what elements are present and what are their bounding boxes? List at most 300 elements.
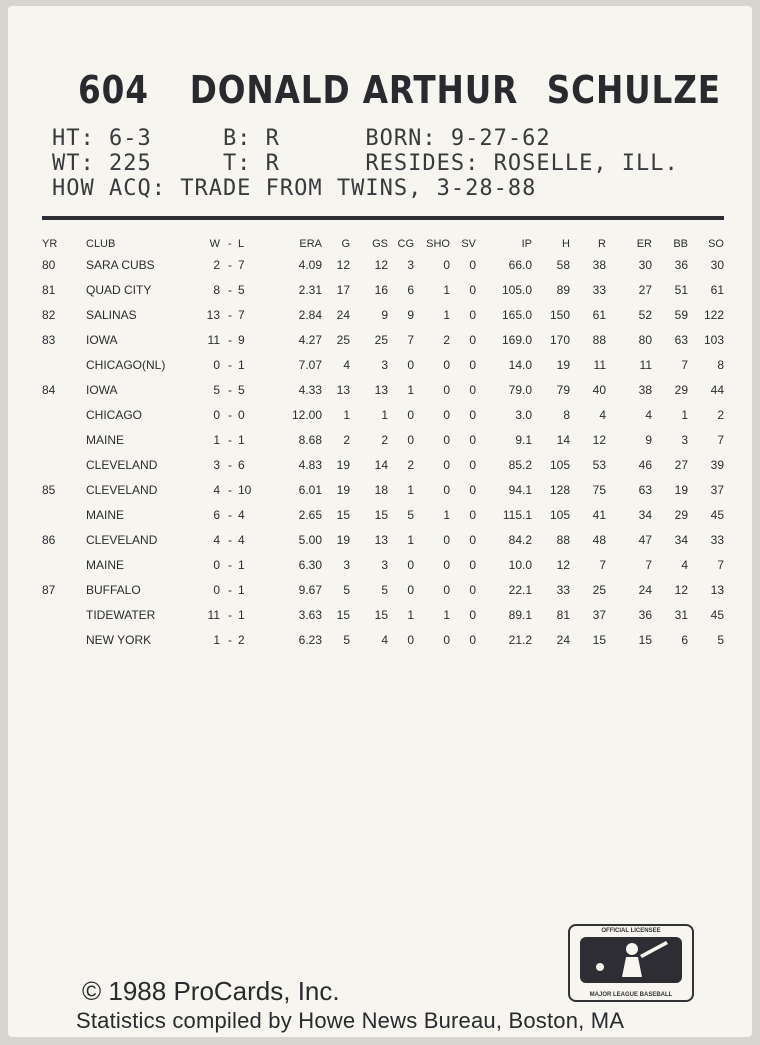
- cell-sho: 0: [443, 458, 450, 472]
- cell-ip: 84.2: [508, 533, 532, 547]
- cell-era: 4.33: [298, 383, 322, 397]
- cell-h: 105: [549, 508, 570, 522]
- cell-er: 4: [645, 408, 652, 422]
- cell-so: 122: [703, 308, 724, 322]
- table-row: [42, 608, 732, 633]
- table-row: [42, 583, 732, 608]
- cell-ip: 3.0: [515, 408, 532, 422]
- table-row: [42, 408, 732, 433]
- cell-r: 88: [592, 333, 606, 347]
- cell-r: 33: [592, 283, 606, 297]
- cell-sho: 0: [443, 558, 450, 572]
- cell-cg: 3: [407, 258, 414, 272]
- cell-w: 0: [213, 583, 220, 597]
- cell-g: 5: [343, 633, 350, 647]
- cell-era: 5.00: [298, 533, 322, 547]
- table-row: [42, 258, 732, 283]
- cell-bb: 63: [674, 333, 688, 347]
- cell-gs: 2: [381, 433, 388, 447]
- cell-era: 12.00: [291, 408, 322, 422]
- stats-credit-line: Statistics compiled by Howe News Bureau, Boston, MA: [76, 1008, 625, 1033]
- cell-sho: 0: [443, 358, 450, 372]
- cell-bb: 3: [681, 433, 688, 447]
- card-back: [8, 6, 752, 1037]
- cell-ip: 9.1: [515, 433, 532, 447]
- cell-gs: 3: [381, 358, 388, 372]
- cell-so: 103: [703, 333, 724, 347]
- cell-g: 15: [336, 608, 350, 622]
- cell-club: CLEVELAND: [86, 458, 158, 472]
- cell-w: 6: [213, 508, 220, 522]
- cell-l: 9: [238, 333, 245, 347]
- cell-era: 6.30: [298, 558, 322, 572]
- cell-sv: 0: [469, 283, 476, 297]
- cell-h: 128: [549, 483, 570, 497]
- cell-er: 63: [638, 483, 652, 497]
- cell-club: MAINE: [86, 508, 125, 522]
- cell-dash: -: [228, 408, 232, 422]
- cell-sho: 0: [443, 583, 450, 597]
- cell-era: 4.09: [298, 258, 322, 272]
- cell-club: NEW YORK: [86, 633, 152, 647]
- cell-er: 30: [638, 258, 652, 272]
- cell-w: 13: [206, 308, 220, 322]
- cell-sv: 0: [469, 583, 476, 597]
- cell-ip: 89.1: [508, 608, 532, 622]
- cell-cg: 1: [407, 483, 414, 497]
- cell-era: 2.84: [298, 308, 322, 322]
- stats-header-dash: -: [228, 238, 232, 250]
- cell-era: 9.67: [298, 583, 322, 597]
- cell-cg: 0: [407, 433, 414, 447]
- cell-club: SALINAS: [86, 308, 137, 322]
- cell-w: 2: [213, 258, 220, 272]
- table-row: [42, 458, 732, 483]
- cell-w: 0: [213, 558, 220, 572]
- cell-yr: 87: [42, 583, 56, 597]
- cell-h: 89: [556, 283, 570, 297]
- cell-ip: 105.0: [501, 283, 532, 297]
- cell-sv: 0: [469, 458, 476, 472]
- table-row: [42, 308, 732, 333]
- cell-cg: 0: [407, 633, 414, 647]
- table-row: [42, 383, 732, 408]
- stats-header-h: H: [562, 238, 570, 250]
- cell-bb: 7: [681, 358, 688, 372]
- cell-sho: 0: [443, 383, 450, 397]
- cell-so: 7: [717, 558, 724, 572]
- stats-table: [42, 238, 732, 658]
- cell-sv: 0: [469, 633, 476, 647]
- cell-club: CLEVELAND: [86, 533, 158, 547]
- cell-era: 3.63: [298, 608, 322, 622]
- cell-so: 8: [717, 358, 724, 372]
- cell-er: 27: [638, 283, 652, 297]
- cell-ip: 66.0: [508, 258, 532, 272]
- logo-bottom-text: MAJOR LEAGUE BASEBALL: [589, 992, 673, 998]
- cell-r: 37: [592, 608, 606, 622]
- cell-w: 5: [213, 383, 220, 397]
- cell-cg: 6: [407, 283, 414, 297]
- cell-so: 44: [710, 383, 724, 397]
- cell-l: 2: [238, 633, 245, 647]
- cell-cg: 7: [407, 333, 414, 347]
- cell-dash: -: [228, 433, 232, 447]
- cell-era: 6.23: [298, 633, 322, 647]
- bio-line-3: HOW ACQ: TRADE FROM TWINS, 3-28-88: [52, 176, 537, 201]
- cell-club: IOWA: [86, 383, 118, 397]
- stats-header-l: L: [238, 238, 245, 250]
- table-row: [42, 433, 732, 458]
- cell-l: 5: [238, 383, 245, 397]
- logo-top-text: OFFICIAL LICENSEE: [601, 928, 661, 934]
- table-row: [42, 558, 732, 583]
- cell-club: BUFFALO: [86, 583, 141, 597]
- cell-sv: 0: [469, 408, 476, 422]
- cell-bb: 59: [674, 308, 688, 322]
- cell-dash: -: [228, 533, 232, 547]
- cell-club: CHICAGO(NL): [86, 358, 166, 372]
- player-first-names: DONALD ARTHUR: [189, 68, 519, 112]
- cell-h: 150: [549, 308, 570, 322]
- cell-era: 6.01: [298, 483, 322, 497]
- cell-h: 8: [563, 408, 570, 422]
- cell-era: 4.83: [298, 458, 322, 472]
- cell-g: 19: [336, 533, 350, 547]
- cell-sho: 1: [443, 508, 450, 522]
- cell-l: 1: [238, 583, 245, 597]
- cell-w: 4: [213, 533, 220, 547]
- cell-sho: 0: [443, 483, 450, 497]
- cell-l: 1: [238, 558, 245, 572]
- cell-sv: 0: [469, 308, 476, 322]
- card-title: [78, 68, 721, 114]
- cell-l: 1: [238, 433, 245, 447]
- stats-body: [42, 258, 732, 658]
- cell-bb: 34: [674, 533, 688, 547]
- stats-header-club: CLUB: [86, 238, 116, 250]
- cell-ip: 94.1: [508, 483, 532, 497]
- cell-sv: 0: [469, 558, 476, 572]
- cell-era: 2.65: [298, 508, 322, 522]
- cell-yr: 83: [42, 333, 56, 347]
- cell-yr: 86: [42, 533, 56, 547]
- cell-er: 52: [638, 308, 652, 322]
- cell-h: 88: [556, 533, 570, 547]
- cell-bb: 27: [674, 458, 688, 472]
- batter-silhouette-icon: [580, 937, 682, 983]
- cell-yr: 85: [42, 483, 56, 497]
- cell-gs: 4: [381, 633, 388, 647]
- stats-header-ip: IP: [521, 238, 532, 250]
- bio-line-1: HT: 6-3 B: R BORN: 9-27-62: [52, 126, 551, 151]
- cell-sho: 2: [443, 333, 450, 347]
- cell-g: 19: [336, 458, 350, 472]
- cell-so: 39: [710, 458, 724, 472]
- cell-sv: 0: [469, 433, 476, 447]
- cell-so: 33: [710, 533, 724, 547]
- cell-bb: 1: [681, 408, 688, 422]
- cell-ip: 10.0: [508, 558, 532, 572]
- cell-sv: 0: [469, 533, 476, 547]
- cell-so: 45: [710, 608, 724, 622]
- cell-club: CLEVELAND: [86, 483, 158, 497]
- cell-w: 8: [213, 283, 220, 297]
- cell-er: 47: [638, 533, 652, 547]
- cell-gs: 18: [374, 483, 388, 497]
- cell-l: 4: [238, 533, 245, 547]
- cell-gs: 13: [374, 533, 388, 547]
- cell-so: 45: [710, 508, 724, 522]
- cell-h: 14: [556, 433, 570, 447]
- cell-dash: -: [228, 258, 232, 272]
- cell-g: 1: [343, 408, 350, 422]
- cell-sv: 0: [469, 383, 476, 397]
- copyright-line: © 1988 ProCards, Inc.: [82, 976, 340, 1006]
- cell-sho: 1: [443, 283, 450, 297]
- cell-w: 0: [213, 358, 220, 372]
- cell-g: 24: [336, 308, 350, 322]
- divider-rule: [42, 216, 724, 220]
- cell-bb: 29: [674, 383, 688, 397]
- cell-h: 170: [549, 333, 570, 347]
- stats-header-g: G: [341, 238, 350, 250]
- cell-l: 1: [238, 358, 245, 372]
- cell-sv: 0: [469, 483, 476, 497]
- cell-w: 11: [207, 608, 220, 622]
- cell-w: 11: [207, 333, 220, 347]
- cell-dash: -: [228, 633, 232, 647]
- cell-gs: 1: [381, 408, 388, 422]
- cell-club: CHICAGO: [86, 408, 143, 422]
- cell-so: 37: [710, 483, 724, 497]
- cell-so: 5: [717, 633, 724, 647]
- cell-g: 4: [343, 358, 350, 372]
- cell-sv: 0: [469, 608, 476, 622]
- cell-g: 17: [336, 283, 350, 297]
- cell-gs: 3: [381, 558, 388, 572]
- cell-g: 3: [343, 558, 350, 572]
- stats-header-w: W: [209, 238, 220, 250]
- cell-er: 34: [638, 508, 652, 522]
- cell-bb: 51: [674, 283, 688, 297]
- cell-cg: 1: [407, 608, 414, 622]
- table-row: [42, 283, 732, 308]
- cell-ip: 165.0: [501, 308, 532, 322]
- cell-cg: 9: [407, 308, 414, 322]
- cell-so: 2: [717, 408, 724, 422]
- cell-h: 58: [556, 258, 570, 272]
- cell-r: 75: [592, 483, 606, 497]
- cell-w: 1: [213, 433, 220, 447]
- cell-dash: -: [228, 608, 232, 622]
- cell-er: 7: [645, 558, 652, 572]
- cell-ip: 169.0: [501, 333, 532, 347]
- stats-header-yr: YR: [42, 238, 58, 250]
- cell-r: 12: [592, 433, 606, 447]
- cell-er: 24: [638, 583, 652, 597]
- cell-cg: 5: [407, 508, 414, 522]
- cell-yr: 81: [42, 283, 56, 297]
- cell-bb: 19: [674, 483, 688, 497]
- cell-r: 40: [592, 383, 606, 397]
- cell-gs: 9: [381, 308, 388, 322]
- cell-bb: 12: [674, 583, 688, 597]
- stats-header-er: ER: [636, 238, 652, 250]
- cell-so: 61: [710, 283, 724, 297]
- cell-gs: 16: [374, 283, 388, 297]
- cell-sho: 0: [443, 408, 450, 422]
- cell-gs: 14: [374, 458, 388, 472]
- cell-gs: 5: [381, 583, 388, 597]
- cell-club: MAINE: [86, 433, 125, 447]
- cell-club: SARA CUBS: [86, 258, 155, 272]
- cell-r: 15: [592, 633, 606, 647]
- cell-sho: 0: [443, 433, 450, 447]
- cell-g: 15: [336, 508, 350, 522]
- stats-header-cg: CG: [397, 238, 414, 250]
- cell-dash: -: [228, 458, 232, 472]
- cell-sv: 0: [469, 358, 476, 372]
- cell-cg: 0: [407, 583, 414, 597]
- cell-r: 7: [599, 558, 606, 572]
- stats-header-so: SO: [708, 238, 724, 250]
- cell-r: 41: [592, 508, 606, 522]
- cell-sho: 0: [443, 633, 450, 647]
- cell-h: 79: [556, 383, 570, 397]
- cell-sv: 0: [469, 333, 476, 347]
- cell-bb: 4: [681, 558, 688, 572]
- cell-l: 7: [238, 308, 245, 322]
- cell-r: 11: [593, 358, 606, 372]
- cell-gs: 25: [374, 333, 388, 347]
- cell-cg: 0: [407, 358, 414, 372]
- table-row: [42, 333, 732, 358]
- card-number: 604: [78, 68, 149, 112]
- cell-r: 48: [592, 533, 606, 547]
- cell-r: 25: [592, 583, 606, 597]
- cell-sv: 0: [469, 508, 476, 522]
- cell-w: 4: [213, 483, 220, 497]
- cell-l: 10: [238, 483, 252, 497]
- cell-h: 19: [556, 358, 570, 372]
- cell-sv: 0: [469, 258, 476, 272]
- cell-dash: -: [228, 283, 232, 297]
- cell-l: 0: [238, 408, 245, 422]
- cell-w: 1: [213, 633, 220, 647]
- stats-header-era: ERA: [299, 238, 322, 250]
- stats-header-bb: BB: [673, 238, 688, 250]
- cell-cg: 2: [407, 458, 414, 472]
- cell-g: 25: [336, 333, 350, 347]
- cell-w: 0: [213, 408, 220, 422]
- table-row: [42, 633, 732, 658]
- cell-cg: 0: [407, 558, 414, 572]
- cell-gs: 12: [374, 258, 388, 272]
- cell-sho: 1: [443, 308, 450, 322]
- cell-l: 1: [238, 608, 245, 622]
- cell-r: 61: [592, 308, 606, 322]
- cell-so: 13: [710, 583, 724, 597]
- cell-er: 11: [639, 358, 652, 372]
- cell-dash: -: [228, 358, 232, 372]
- cell-bb: 31: [674, 608, 688, 622]
- table-row: [42, 533, 732, 558]
- cell-dash: -: [228, 558, 232, 572]
- cell-dash: -: [228, 308, 232, 322]
- cell-ip: 14.0: [508, 358, 532, 372]
- cell-yr: 80: [42, 258, 56, 272]
- cell-ip: 22.1: [508, 583, 532, 597]
- cell-club: TIDEWATER: [86, 608, 156, 622]
- cell-bb: 6: [681, 633, 688, 647]
- stats-header-r: R: [598, 238, 606, 250]
- cell-h: 81: [556, 608, 570, 622]
- cell-h: 105: [549, 458, 570, 472]
- cell-l: 5: [238, 283, 245, 297]
- cell-er: 9: [645, 433, 652, 447]
- cell-r: 53: [592, 458, 606, 472]
- cell-ip: 21.2: [508, 633, 532, 647]
- cell-l: 4: [238, 508, 245, 522]
- cell-r: 38: [592, 258, 606, 272]
- cell-yr: 84: [42, 383, 56, 397]
- cell-h: 33: [556, 583, 570, 597]
- cell-so: 7: [717, 433, 724, 447]
- cell-so: 30: [710, 258, 724, 272]
- cell-sho: 0: [443, 258, 450, 272]
- cell-era: 2.31: [298, 283, 322, 297]
- cell-r: 4: [599, 408, 606, 422]
- cell-dash: -: [228, 333, 232, 347]
- cell-cg: 0: [407, 408, 414, 422]
- cell-h: 24: [556, 633, 570, 647]
- stats-header-sho: SHO: [426, 238, 450, 250]
- cell-w: 3: [213, 458, 220, 472]
- cell-dash: -: [228, 583, 232, 597]
- cell-cg: 1: [407, 383, 414, 397]
- cell-g: 2: [343, 433, 350, 447]
- cell-club: QUAD CITY: [86, 283, 152, 297]
- cell-cg: 1: [407, 533, 414, 547]
- cell-sho: 1: [443, 608, 450, 622]
- table-row: [42, 358, 732, 383]
- stats-header-gs: GS: [372, 238, 388, 250]
- cell-h: 12: [556, 558, 570, 572]
- cell-era: 8.68: [298, 433, 322, 447]
- table-row: [42, 508, 732, 533]
- cell-dash: -: [228, 483, 232, 497]
- cell-l: 7: [238, 258, 245, 272]
- cell-er: 38: [638, 383, 652, 397]
- mlb-licensee-logo: [568, 924, 694, 1002]
- cell-dash: -: [228, 508, 232, 522]
- cell-ip: 79.0: [508, 383, 532, 397]
- cell-yr: 82: [42, 308, 56, 322]
- cell-bb: 29: [674, 508, 688, 522]
- cell-ip: 85.2: [508, 458, 532, 472]
- cell-sho: 0: [443, 533, 450, 547]
- player-last-name: SCHULZE: [546, 68, 721, 112]
- table-row: [42, 483, 732, 508]
- stats-header-row: [42, 238, 732, 258]
- stats-header-sv: SV: [461, 238, 476, 250]
- cell-g: 13: [336, 383, 350, 397]
- cell-bb: 36: [674, 258, 688, 272]
- cell-er: 46: [638, 458, 652, 472]
- cell-ip: 115.1: [502, 508, 532, 522]
- cell-gs: 13: [374, 383, 388, 397]
